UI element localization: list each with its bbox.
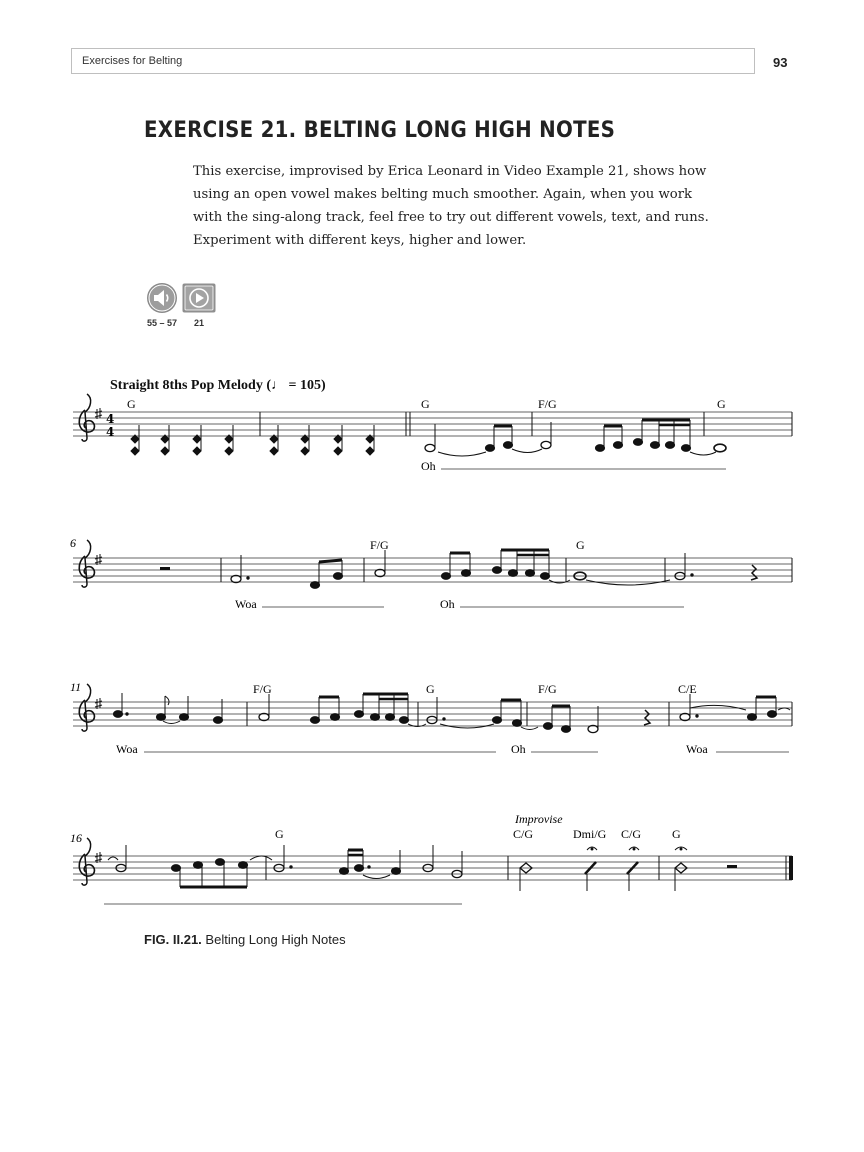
chord-symbol: C/E (678, 682, 697, 696)
exercise-title: EXERCISE 21. BELTING LONG HIGH NOTES (144, 118, 616, 143)
chord-symbol: C/G (621, 827, 642, 841)
chord-symbol: G (421, 397, 430, 411)
improvise-marking: Improvise (515, 812, 563, 826)
svg-text:4: 4 (106, 425, 115, 439)
chord-symbol: C/G (513, 827, 534, 841)
staff-system-3 (70, 680, 792, 756)
lyric: Oh (421, 459, 436, 473)
chord-symbol: G (426, 682, 435, 696)
chord-symbol: Dmi/G (573, 827, 607, 841)
staff-system-4 (70, 812, 793, 904)
lyric: Oh (440, 597, 455, 611)
page-number: 93 (773, 55, 788, 70)
svg-text:4: 4 (106, 412, 115, 426)
lyric: Woa (116, 742, 138, 756)
chord-symbol: G (576, 538, 585, 552)
staff-system-1 (73, 394, 792, 473)
measure-number: 16 (70, 831, 82, 845)
figure-caption-text: Belting Long High Notes (205, 932, 346, 947)
lyric: Woa (686, 742, 708, 756)
chord-symbol: F/G (253, 682, 272, 696)
lyric: Woa (235, 597, 257, 611)
section-title: Exercises for Belting (82, 55, 183, 67)
chord-symbol: G (127, 397, 136, 411)
figure-caption (144, 932, 346, 947)
exercise-description: This exercise, improvised by Erica Leonard in Video Example 21, shows how using an open vowel makes belting much smoother. Again, when you work with the sing-along track, feel free to try out different vowels, text, and runs. Experiment with different keys, higher and lower. (193, 164, 709, 248)
lyric: Oh (511, 742, 526, 756)
chord-symbol: G (717, 397, 726, 411)
chord-symbol: G (672, 827, 681, 841)
chord-symbol: G (275, 827, 284, 841)
audio-track-label: 55 – 57 (147, 318, 178, 328)
chord-symbol: F/G (370, 538, 389, 552)
chord-symbol: F/G (538, 682, 557, 696)
tempo-marking: Straight 8ths Pop Melody (♩ = 105) (110, 378, 326, 393)
chord-symbol: F/G (538, 397, 557, 411)
staff-system-2 (70, 536, 792, 611)
measure-number: 6 (70, 536, 76, 550)
video-example-label: 21 (194, 318, 205, 328)
figure-label: FIG. II.21. (144, 932, 202, 947)
measure-number: 11 (70, 680, 82, 694)
